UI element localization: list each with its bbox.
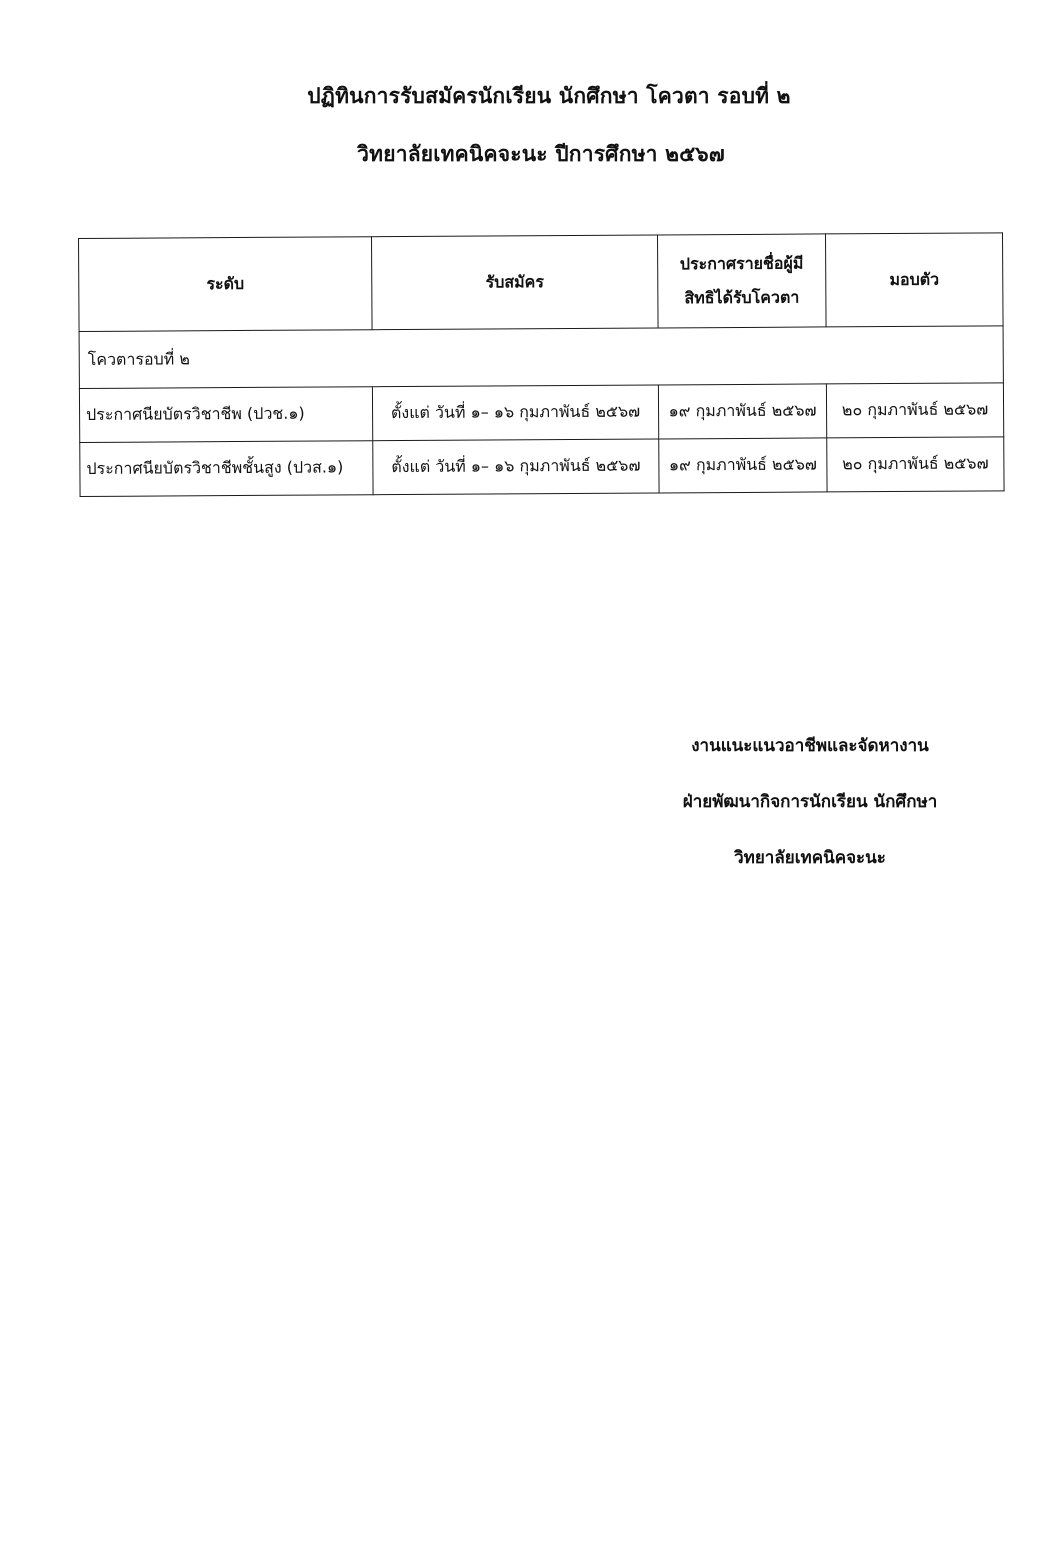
row-report-date: ๒๐ กุมภาพันธ์ ๒๕๖๗	[827, 437, 1004, 492]
row-announce-date: ๑๙ กุมภาพันธ์ ๒๕๖๗	[658, 384, 826, 439]
table-row	[79, 383, 1003, 443]
header-announce	[657, 234, 826, 328]
signature-department: งานแนะแนวอาชีพและจัดหางาน	[691, 736, 929, 756]
table-header-row	[79, 233, 1004, 332]
row-announce-date: ๑๙ กุมภาพันธ์ ๒๕๖๗	[659, 438, 827, 493]
schedule-table	[78, 232, 1005, 497]
signature-college: วิทยาลัยเทคนิคจะนะ	[734, 848, 886, 868]
row-level: ประกาศนียบัตรวิชาชีพชั้นสูง (ปวส.๑)	[80, 441, 373, 497]
row-level: ประกาศนียบัตรวิชาชีพ (ปวช.๑)	[79, 387, 372, 443]
header-report: มอบตัว	[825, 233, 1003, 327]
section-label: โควตารอบที่ ๒	[79, 326, 1003, 389]
row-apply-date: ตั้งแต่ วันที่ ๑– ๑๖ กุมภาพันธ์ ๒๕๖๗	[373, 439, 659, 495]
document-subtitle: วิทยาลัยเทคนิคจะนะ ปีการศึกษา ๒๕๖๗	[357, 142, 725, 166]
row-apply-date: ตั้งแต่ วันที่ ๑– ๑๖ กุมภาพันธ์ ๒๕๖๗	[372, 385, 658, 441]
table-row	[80, 437, 1004, 497]
section-row	[79, 326, 1003, 389]
header-level: ระดับ	[79, 237, 373, 332]
row-report-date: ๒๐ กุมภาพันธ์ ๒๕๖๗	[826, 383, 1003, 438]
document-title: ปฏิทินการรับสมัครนักเรียน นักศึกษา โควตา รอบที่ ๒	[307, 84, 791, 108]
header-apply: รับสมัคร	[371, 235, 658, 330]
header-announce-line2: สิทธิได้รับโควตา	[684, 287, 800, 308]
signature-division: ฝ่ายพัฒนากิจการนักเรียน นักศึกษา	[682, 792, 938, 812]
header-announce-line1: ประกาศรายชื่อผู้มี	[679, 253, 804, 274]
